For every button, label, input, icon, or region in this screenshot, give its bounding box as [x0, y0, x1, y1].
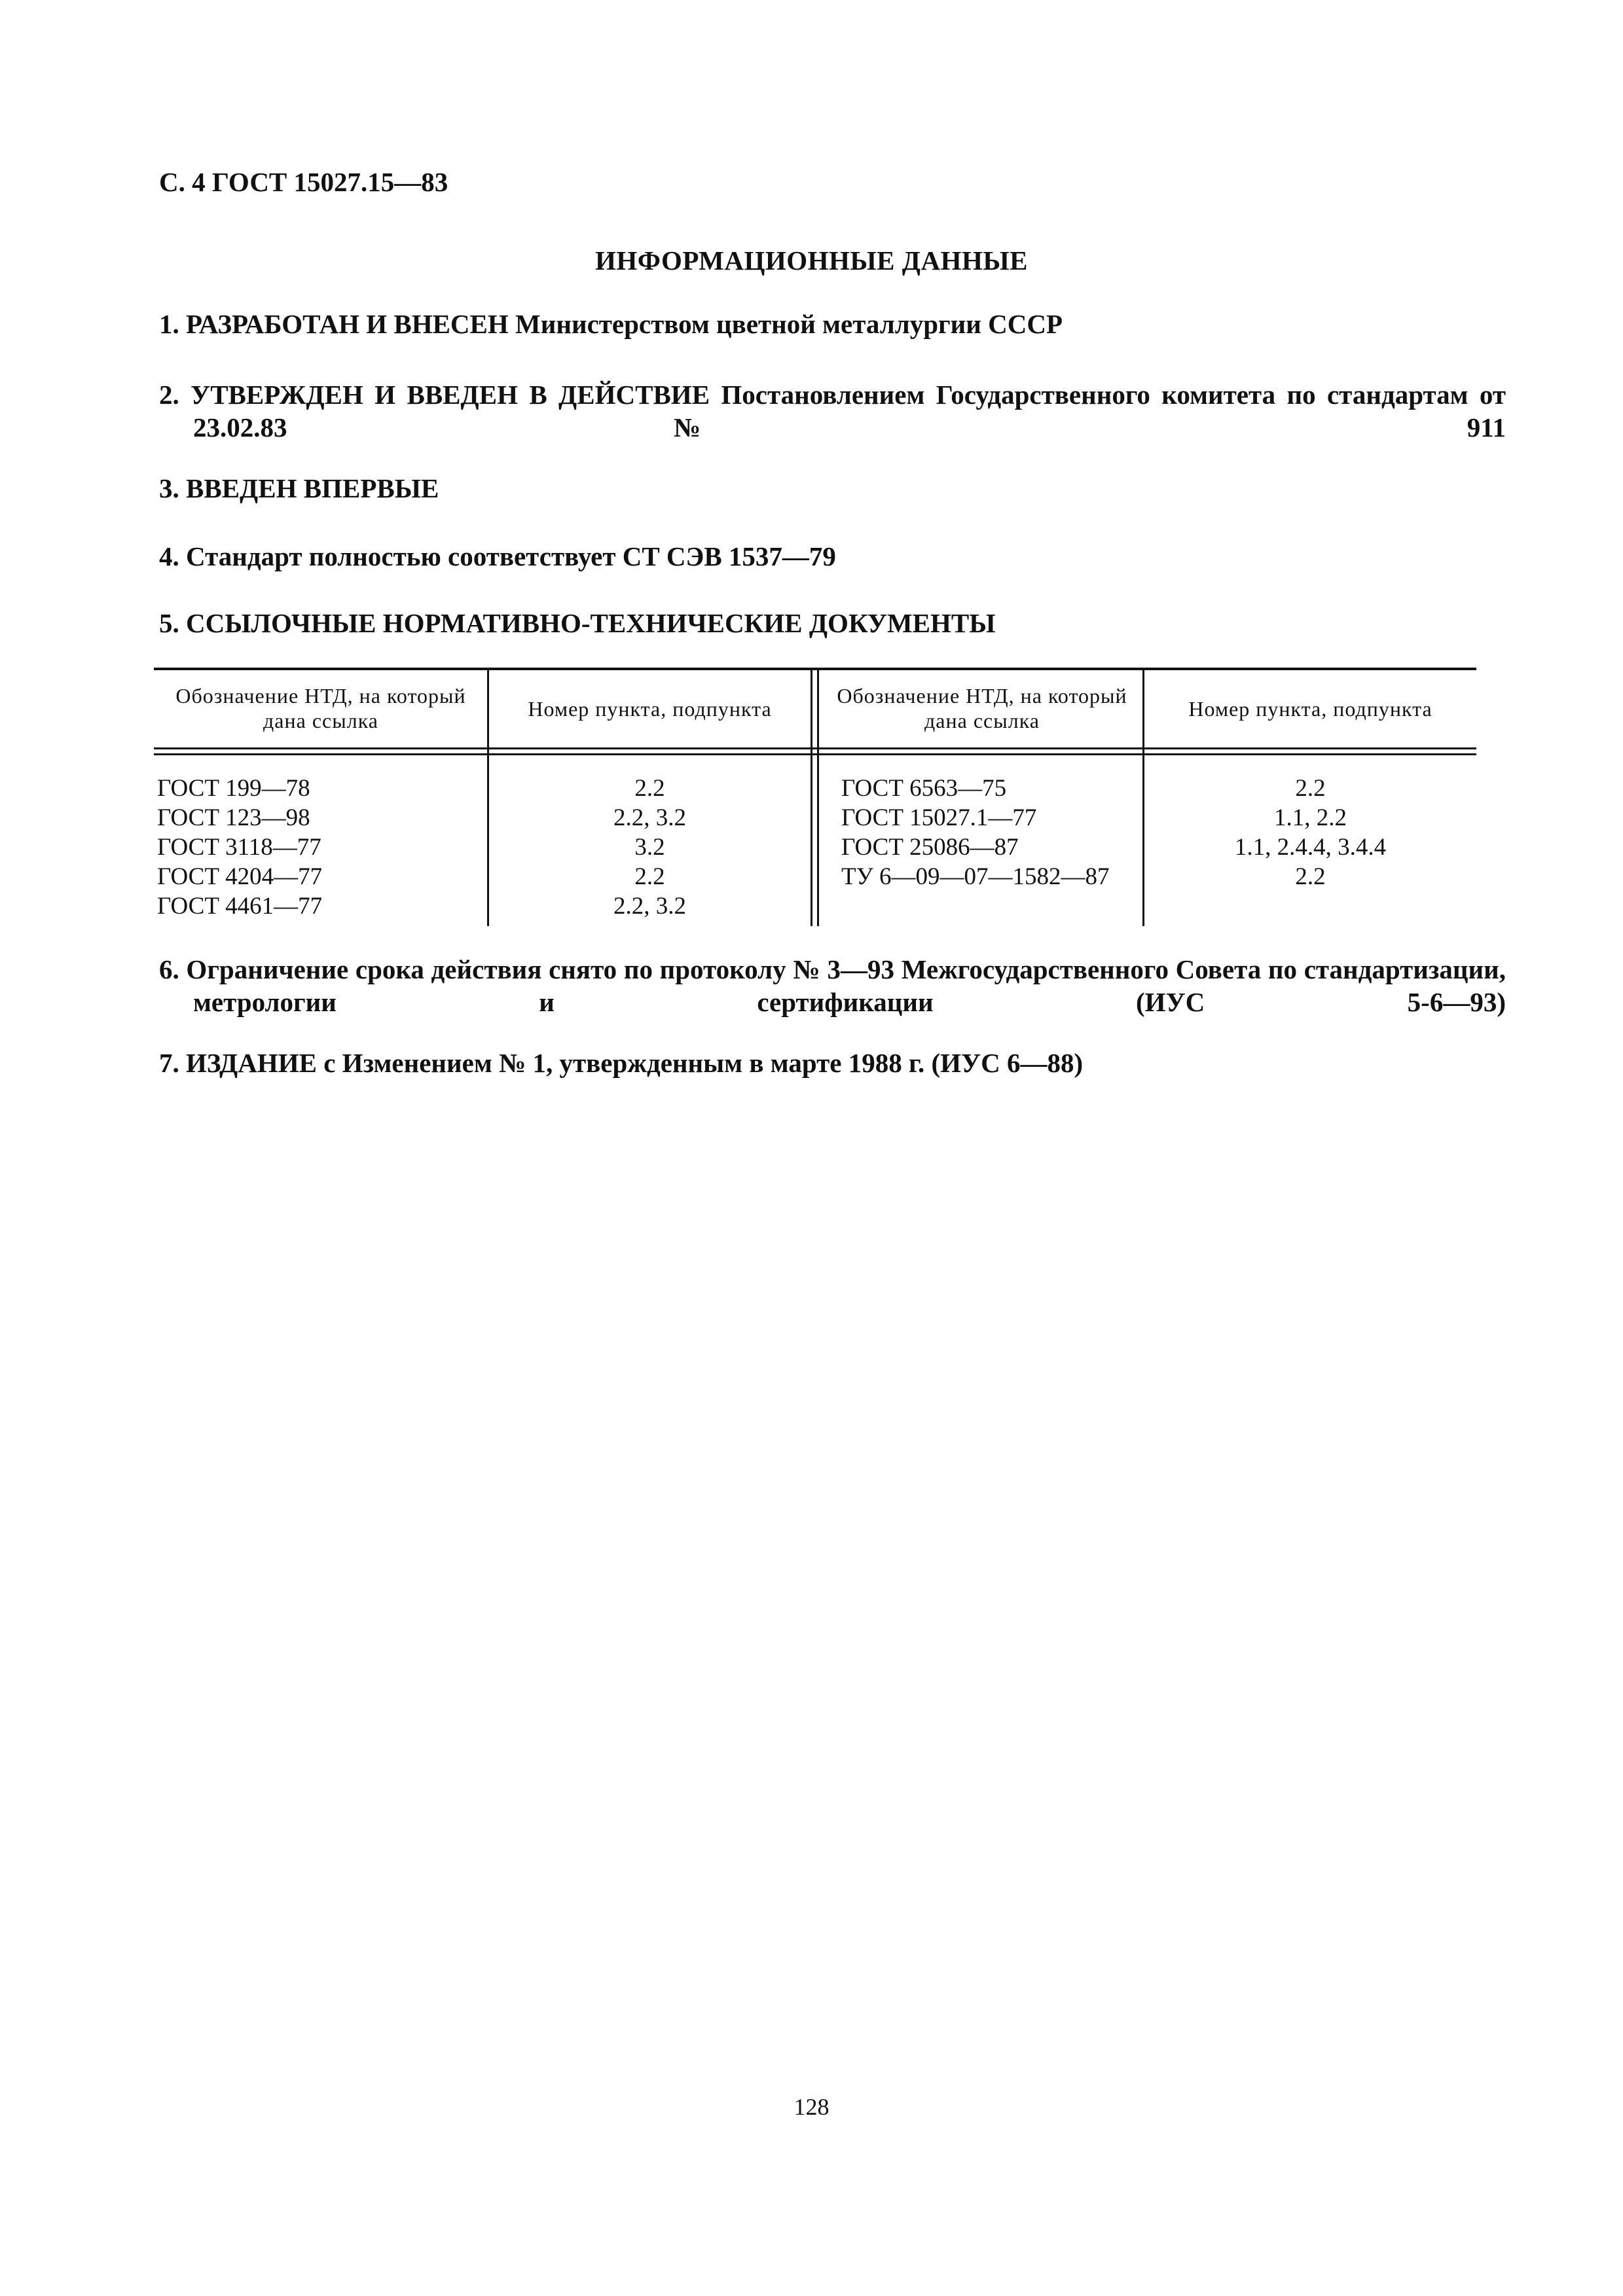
- item-1: [159, 308, 1063, 340]
- item-6-number: 6.: [159, 954, 179, 984]
- item-4-number: 4.: [159, 541, 179, 571]
- table-col-points-left: [489, 774, 811, 921]
- table-col-docs-right: [841, 774, 1139, 891]
- table-header-ntd-left: Обозначение НТД, на который дана ссылка: [175, 684, 466, 732]
- table-col-docs-left: [157, 774, 484, 921]
- page-number: 128: [793, 2094, 830, 2120]
- item-4-text: Стандарт полностью соответствует СТ СЭВ 1537—79: [186, 541, 836, 571]
- table-cell: ГОСТ 15027.1—77: [841, 804, 1037, 831]
- item-1-number: 1.: [159, 309, 179, 339]
- item-2-text: УТВЕРЖДЕН И ВВЕДЕН В ДЕЙСТВИЕ Постановлением Государственного комитета по стандартам от 23.02.83 № 911: [191, 380, 1506, 442]
- item-6: [159, 953, 1506, 1051]
- table-col-points-right: [1144, 774, 1476, 891]
- table-header-border-1: [154, 747, 1476, 749]
- table-cell: 3.2: [634, 834, 665, 861]
- page-header: С. 4 ГОСТ 15027.15—83: [159, 167, 448, 197]
- table-cell: 2.2: [634, 863, 665, 890]
- table-header-point-left: Номер пункта, подпункта: [528, 697, 772, 721]
- table-header-ntd-right: Обозначение НТД, на который дана ссылка: [837, 684, 1127, 732]
- table-cell: ГОСТ 4461—77: [157, 893, 323, 920]
- table-cell: ГОСТ 199—78: [157, 775, 310, 802]
- item-3: [159, 473, 439, 504]
- table-cell: ГОСТ 3118—77: [157, 834, 321, 861]
- table-top-border: [154, 668, 1476, 670]
- table-cell: ГОСТ 25086—87: [841, 834, 1019, 861]
- table-col-divider-2a: [811, 668, 812, 926]
- table-cell: ТУ 6—09—07—1582—87: [841, 863, 1110, 890]
- table-cell: 2.2: [1295, 863, 1326, 890]
- item-2-number: 2.: [159, 380, 179, 410]
- table-cell: 2.2: [634, 775, 665, 802]
- table-header-point-right: Номер пункта, подпункта: [1188, 697, 1432, 721]
- item-7-number: 7.: [159, 1048, 179, 1078]
- item-1-text: РАЗРАБОТАН И ВНЕСЕН Министерством цветной металлургии СССР: [186, 309, 1063, 339]
- table-cell: 1.1, 2.4.4, 3.4.4: [1234, 834, 1387, 861]
- table-cell: 2.2, 3.2: [613, 893, 686, 920]
- table-col-divider-2b: [817, 668, 819, 926]
- table-cell: 1.1, 2.2: [1274, 804, 1347, 831]
- item-5-number: 5.: [159, 608, 179, 638]
- item-4: [159, 541, 836, 572]
- item-3-number: 3.: [159, 473, 179, 503]
- item-7-text: ИЗДАНИЕ с Изменением № 1, утвержденным в марте 1988 г. (ИУС 6—88): [186, 1048, 1084, 1078]
- item-2: [159, 378, 1506, 476]
- table-cell: ГОСТ 6563—75: [841, 775, 1007, 802]
- table-cell: 2.2, 3.2: [613, 804, 686, 831]
- table-cell: 2.2: [1295, 775, 1326, 802]
- table-header-border-2: [154, 753, 1476, 755]
- item-5: [159, 607, 996, 639]
- table-cell: ГОСТ 123—98: [157, 804, 310, 831]
- item-5-text: ССЫЛОЧНЫЕ НОРМАТИВНО-ТЕХНИЧЕСКИЕ ДОКУМЕНТЫ: [186, 608, 996, 638]
- item-7: [159, 1047, 1083, 1079]
- table-cell: ГОСТ 4204—77: [157, 863, 323, 890]
- item-3-text: ВВЕДЕН ВПЕРВЫЕ: [186, 473, 439, 503]
- item-6-text: Ограничение срока действия снято по протоколу № 3—93 Межгосударственного Совета по стандартизации, метрологии и сертификации (ИУС 5-6—93): [186, 954, 1506, 1017]
- section-title: ИНФОРМАЦИОННЫЕ ДАННЫЕ: [595, 245, 1028, 276]
